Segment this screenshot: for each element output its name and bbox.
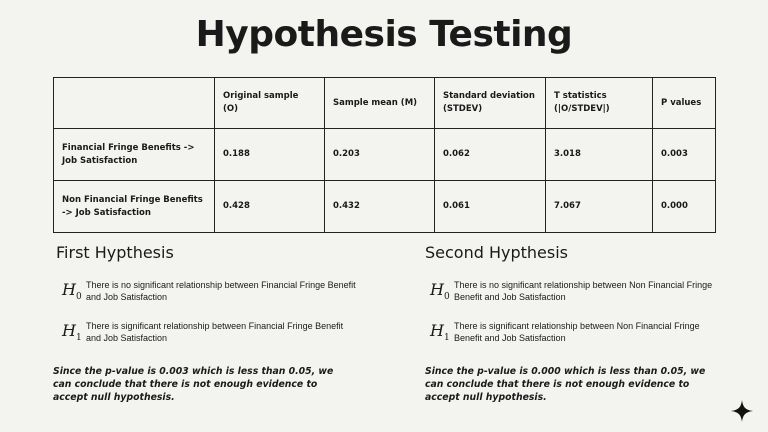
sparkle-icon: [731, 400, 753, 422]
second-conclusion: Since the p-value is 0.000 which is less than 0.05, we can conclude that there is not enough evidence to accept null hypothesis.: [425, 366, 706, 403]
second-h0-text: There is no significant relationship between Non Financial Fringe Benefit and Job Satisfaction: [454, 280, 713, 302]
second-alternative-hypothesis: [424, 320, 724, 347]
table-row: [54, 129, 716, 181]
table-row-label: Non Financial Fringe Benefits -> Job Satisfaction: [54, 181, 215, 233]
table-header-cell: Sample mean (M): [325, 78, 435, 129]
first-hypothesis-heading: First Hypthesis: [56, 243, 174, 262]
table-cell: 0.428: [215, 181, 325, 233]
results-table: [53, 77, 716, 233]
first-h0-text: There is no significant relationship between Financial Fringe Benefit and Job Satisfaction: [86, 280, 356, 302]
table-header-cell: P values: [653, 78, 716, 129]
first-null-hypothesis: [56, 279, 356, 306]
h0-symbol: $H_0$: [62, 280, 82, 303]
first-conclusion: Since the p-value is 0.003 which is less than 0.05, we can conclude that there is not enough evidence to accept null hypothesis.: [53, 366, 334, 403]
page-title: Hypothesis Testing: [195, 14, 573, 55]
table-cell: 3.018: [546, 129, 653, 181]
table-cell: 0.203: [325, 129, 435, 181]
first-alternative-hypothesis: [56, 320, 356, 347]
h1-symbol: $H_1$: [430, 321, 450, 344]
table-cell: 0.000: [653, 181, 716, 233]
table-header-row: [54, 78, 716, 129]
table-header-cell: [54, 78, 215, 129]
table-cell: 0.062: [435, 129, 546, 181]
table-header-cell: Original sample (O): [215, 78, 325, 129]
table-cell: 0.432: [325, 181, 435, 233]
table-row: [54, 181, 716, 233]
table-header-cell: T statistics (|O/STDEV|): [546, 78, 653, 129]
table-cell: 7.067: [546, 181, 653, 233]
second-null-hypothesis: [424, 279, 724, 306]
first-h1-text: There is significant relationship between Financial Fringe Benefit and Job Satisfaction: [86, 321, 344, 343]
second-hypothesis-heading: Second Hypthesis: [425, 243, 568, 262]
h0-symbol: $H_0$: [430, 280, 450, 303]
table-cell: 0.003: [653, 129, 716, 181]
table-cell: 0.061: [435, 181, 546, 233]
table-row-label: Financial Fringe Benefits -> Job Satisfaction: [54, 129, 215, 181]
table-cell: 0.188: [215, 129, 325, 181]
h1-symbol: $H_1$: [62, 321, 82, 344]
second-h1-text: There is significant relationship between Non Financial Fringe Benefit and Job Satisfaction: [454, 321, 700, 343]
table-header-cell: Standard deviation (STDEV): [435, 78, 546, 129]
